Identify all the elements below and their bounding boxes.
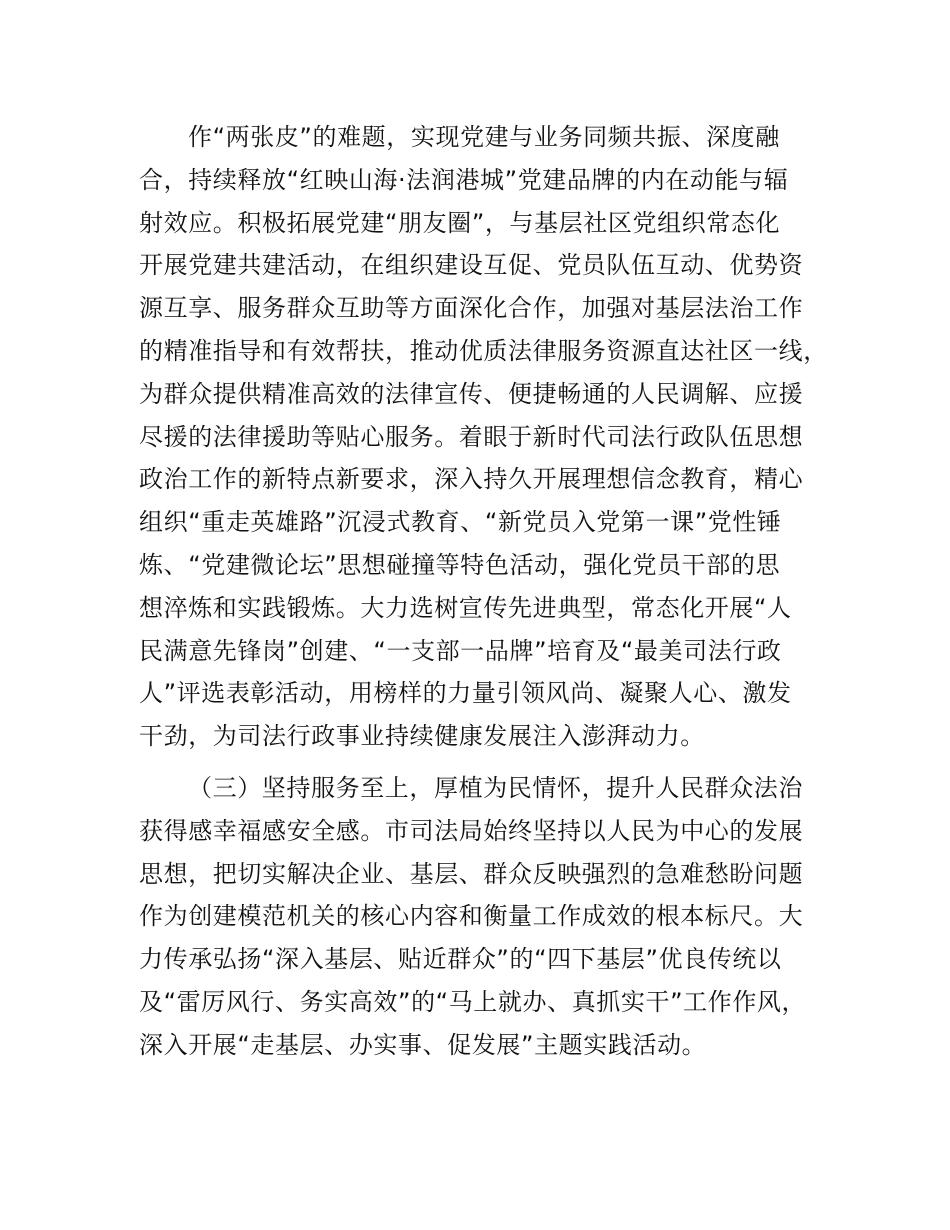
text-line: 的精准指导和有效帮扶，推动优质法律服务资源直达社区一线，: [139, 336, 828, 365]
text-line: 射效应。积极拓展党建“朋友圈”，与基层社区党组织常态化: [139, 208, 781, 237]
text-line: 获得感幸福感安全感。市司法局始终坚持以人民为中心的发展: [139, 816, 804, 845]
text-line: 深入开展“走基层、办实事、促发展”主题实践活动。: [139, 1030, 707, 1059]
text-line: 政治工作的新特点新要求，深入持久开展理想信念教育，精心: [139, 465, 804, 494]
text-line: 人”评选表彰活动，用榜样的力量引领风尚、凝聚人心、激发: [139, 679, 792, 708]
text-line: 作“两张皮”的难题，实现党建与业务同频共振、深度融: [188, 123, 780, 151]
text-line: 炼、“党建微论坛”思想碰撞等特色活动，强化党员干部的思: [139, 550, 781, 579]
text-line: 民满意先锋岗”创建、“一支部一品牌”培育及“最美司法行政: [139, 636, 782, 665]
text-line: 想淬炼和实践锻炼。大力选树宣传先进典型，常态化开展“人: [139, 593, 792, 622]
text-line: 干劲，为司法行政事业持续健康发展注入澎湃动力。: [139, 722, 705, 751]
text-line: 组织“重走英雄路”沉浸式教育、“新党员入党第一课”党性锤: [139, 508, 782, 537]
text-line: 思想，把切实解决企业、基层、群众反映强烈的急难愁盼问题: [139, 859, 804, 888]
text-line: 作为创建模范机关的核心内容和衡量工作成效的根本标尺。大: [139, 902, 804, 931]
text-line: 合，持续释放“红映山海·法润港城”党建品牌的内在动能与辐: [139, 165, 789, 194]
text-line: （三）坚持服务至上，厚植为民情怀，提升人民群众法治: [188, 773, 803, 802]
text-line: 及“雷厉风行、务实高效”的“马上就办、真抓实干”工作作风，: [139, 987, 807, 1016]
paragraph-party-building: [139, 116, 839, 758]
paragraph-service-first: [139, 767, 839, 1067]
text-line: 开展党建共建活动，在组织建设互促、党员队伍互动、优势资: [139, 251, 804, 280]
body-text: [139, 116, 839, 1067]
text-line: 源互享、服务群众互助等方面深化合作，加强对基层法治工作: [139, 294, 804, 323]
text-line: 尽援的法律援助等贴心服务。着眼于新时代司法行政队伍思想: [139, 422, 804, 451]
text-line: 力传承弘扬“深入基层、贴近群众”的“四下基层”优良传统以: [139, 945, 782, 974]
text-line: 为群众提供精准高效的法律宣传、便捷畅通的人民调解、应援: [139, 379, 804, 408]
